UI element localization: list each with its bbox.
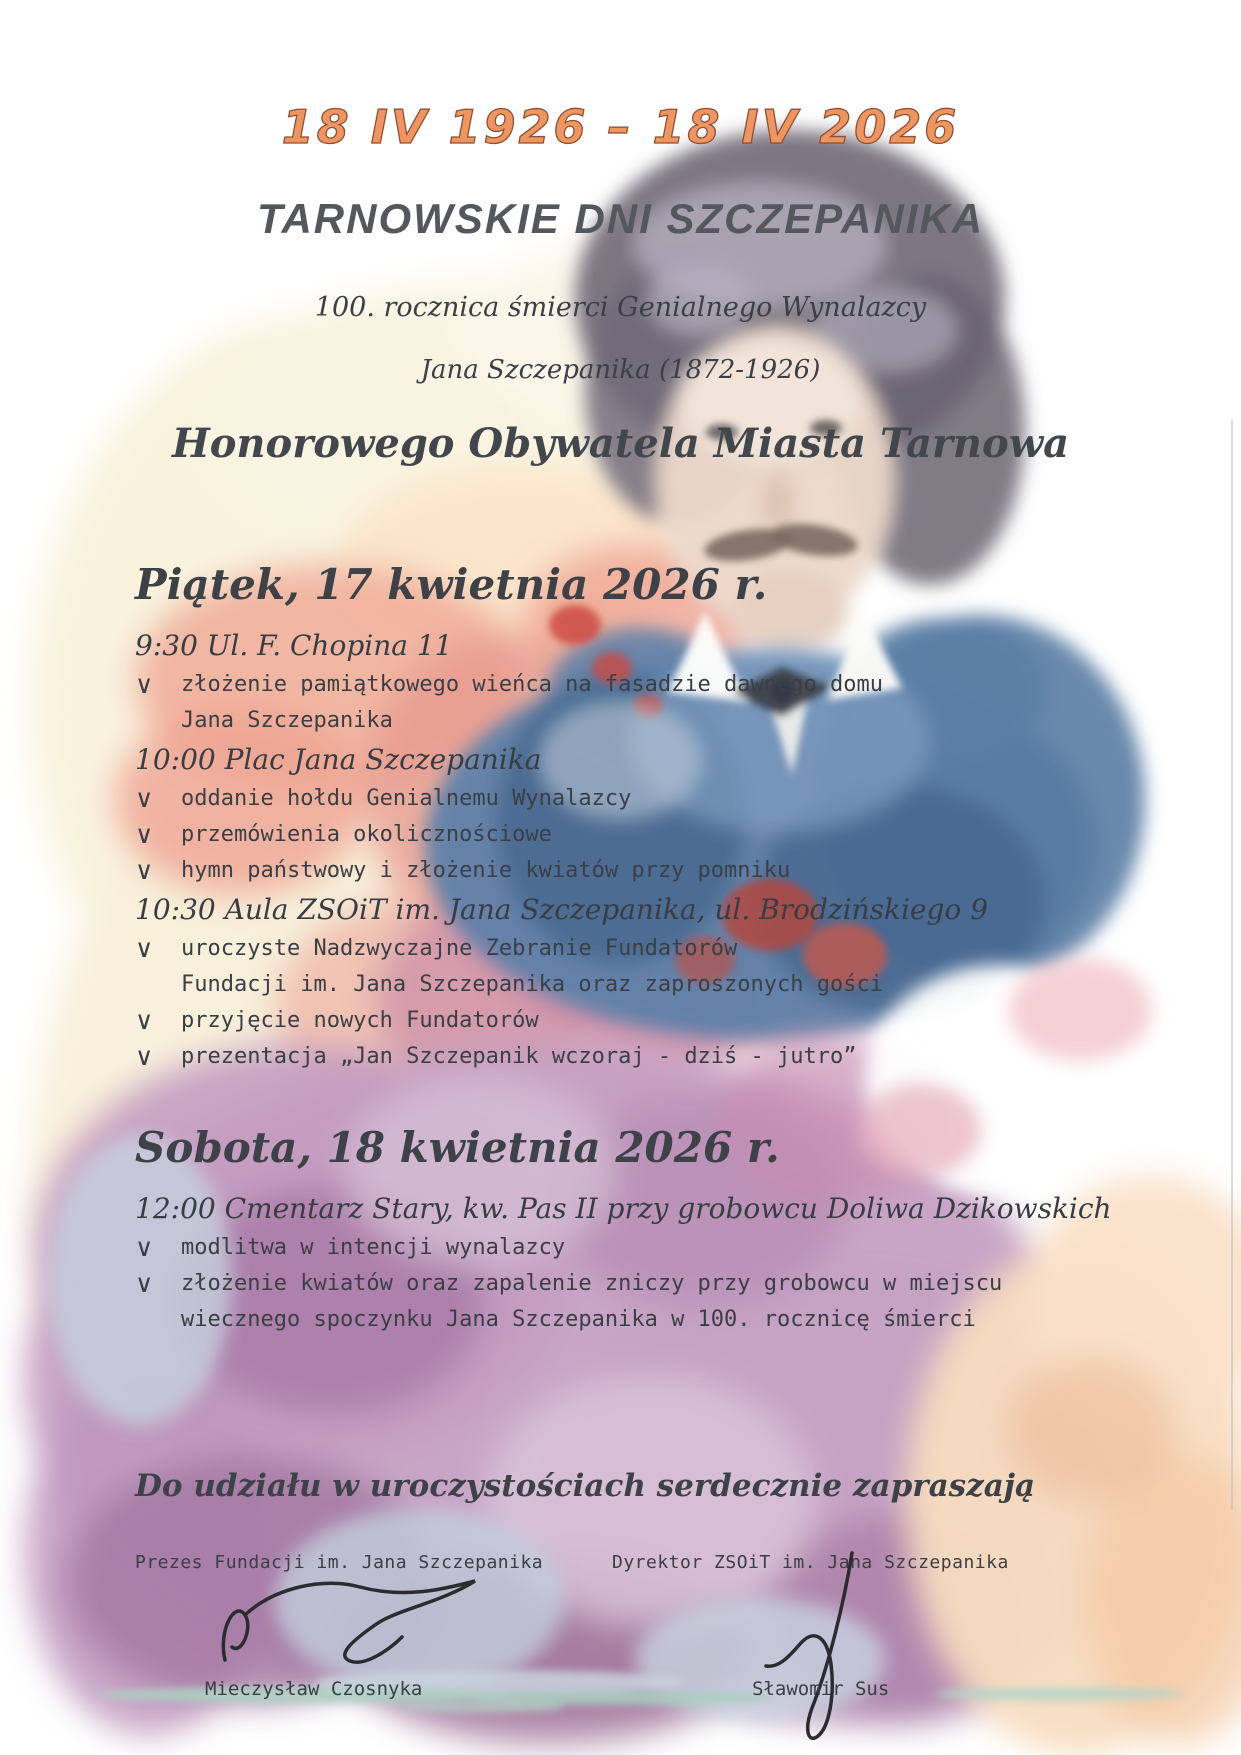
check-icon: ∨ [135,856,154,885]
check-icon: ∨ [135,670,154,699]
friday-slot2-time-place: 10:00 Plac Jana Szczepanika [135,743,542,776]
friday-slot1-time-place: 9:30 Ul. F. Chopina 11 [135,629,453,662]
agenda-item-text: złożenie kwiatów oraz zapalenie zniczy przy grobowcu w miejscu [181,1271,1003,1296]
check-icon: ∨ [135,1042,154,1071]
subtitle-name-years: Jana Szczepanika (1872-1926) [420,355,821,385]
agenda-item-text: złożenie pamiątkowego wieńca na fasadzie dawnego domu [181,672,883,697]
agenda-item-continuation: Jana Szczepanika [181,708,393,733]
closing-invitation: Do udziału w uroczystościach serdecznie zapraszają [135,1468,1036,1504]
agenda-item [135,817,1145,853]
agenda-item-text: uroczyste Nadzwyczajne Zebranie Fundatorów [181,936,738,961]
check-icon: ∨ [135,820,154,849]
agenda-item [135,781,1145,817]
agenda-item-text: hymn państwowy i złożenie kwiatów przy pomniku [181,858,791,883]
agenda-item-text: przyjęcie nowych Fundatorów [181,1008,539,1033]
agenda-item-continuation: wiecznego spoczynku Jana Szczepanika w 100. rocznicę śmierci [181,1307,976,1332]
agenda-item [135,1230,1195,1266]
section-friday [135,555,1145,1075]
agenda-item [135,1266,1195,1302]
agenda-item-text: przemówienia okolicznościowe [181,822,552,847]
agenda-item [135,667,1145,703]
signature-mieczyslaw-czosnyka [190,1575,510,1685]
agenda-item-continuation: Fundacji im. Jana Szczepanika oraz zaproszonych gości [181,972,883,997]
left-signer-role: Prezes Fundacji im. Jana Szczepanika [135,1552,544,1573]
check-icon: ∨ [135,1269,154,1298]
years-range-title: 18 IV 1926 – 18 IV 2026 [281,100,960,154]
subtitle-honorary-citizen: Honorowego Obywatela Miasta Tarnowa [171,420,1070,467]
agenda-item-text: prezentacja „Jan Szczepanik wczoraj - dziś - jutro” [181,1044,857,1069]
friday-heading: Piątek, 17 kwietnia 2026 r. [135,560,768,609]
agenda-item [135,853,1145,889]
saturday-heading: Sobota, 18 kwietnia 2026 r. [135,1123,780,1172]
friday-slot3-time-place: 10:30 Aula ZSOiT im. Jana Szczepanika, ul. Brodzińskiego 9 [135,893,989,926]
agenda-item-text: modlitwa w intencji wynalazcy [181,1235,566,1260]
left-signer-name: Mieczysław Czosnyka [205,1678,423,1700]
right-signer-name: Sławomir Sus [752,1678,890,1700]
agenda-item-text: oddanie hołdu Genialnemu Wynalazcy [181,786,632,811]
signature-slawomir-sus [740,1548,900,1748]
check-icon: ∨ [135,784,154,813]
main-title: TARNOWSKIE DNI SZCZEPANIKA [256,195,985,242]
agenda-item [135,1003,1145,1039]
agenda-item [135,931,1145,967]
check-icon: ∨ [135,1233,154,1262]
agenda-item [135,1039,1145,1075]
check-icon: ∨ [135,1006,154,1035]
right-signer-role: Dyrektor ZSOiT im. Jana Szczepanika [612,1552,1009,1573]
subtitle-anniversary: 100. rocznica śmierci Genialnego Wynalazcy [314,292,927,323]
section-saturday [135,1118,1195,1338]
saturday-slot1-time-place: 12:00 Cmentarz Stary, kw. Pas II przy grobowcu Doliwa Dzikowskich [135,1192,1112,1225]
check-icon: ∨ [135,934,154,963]
